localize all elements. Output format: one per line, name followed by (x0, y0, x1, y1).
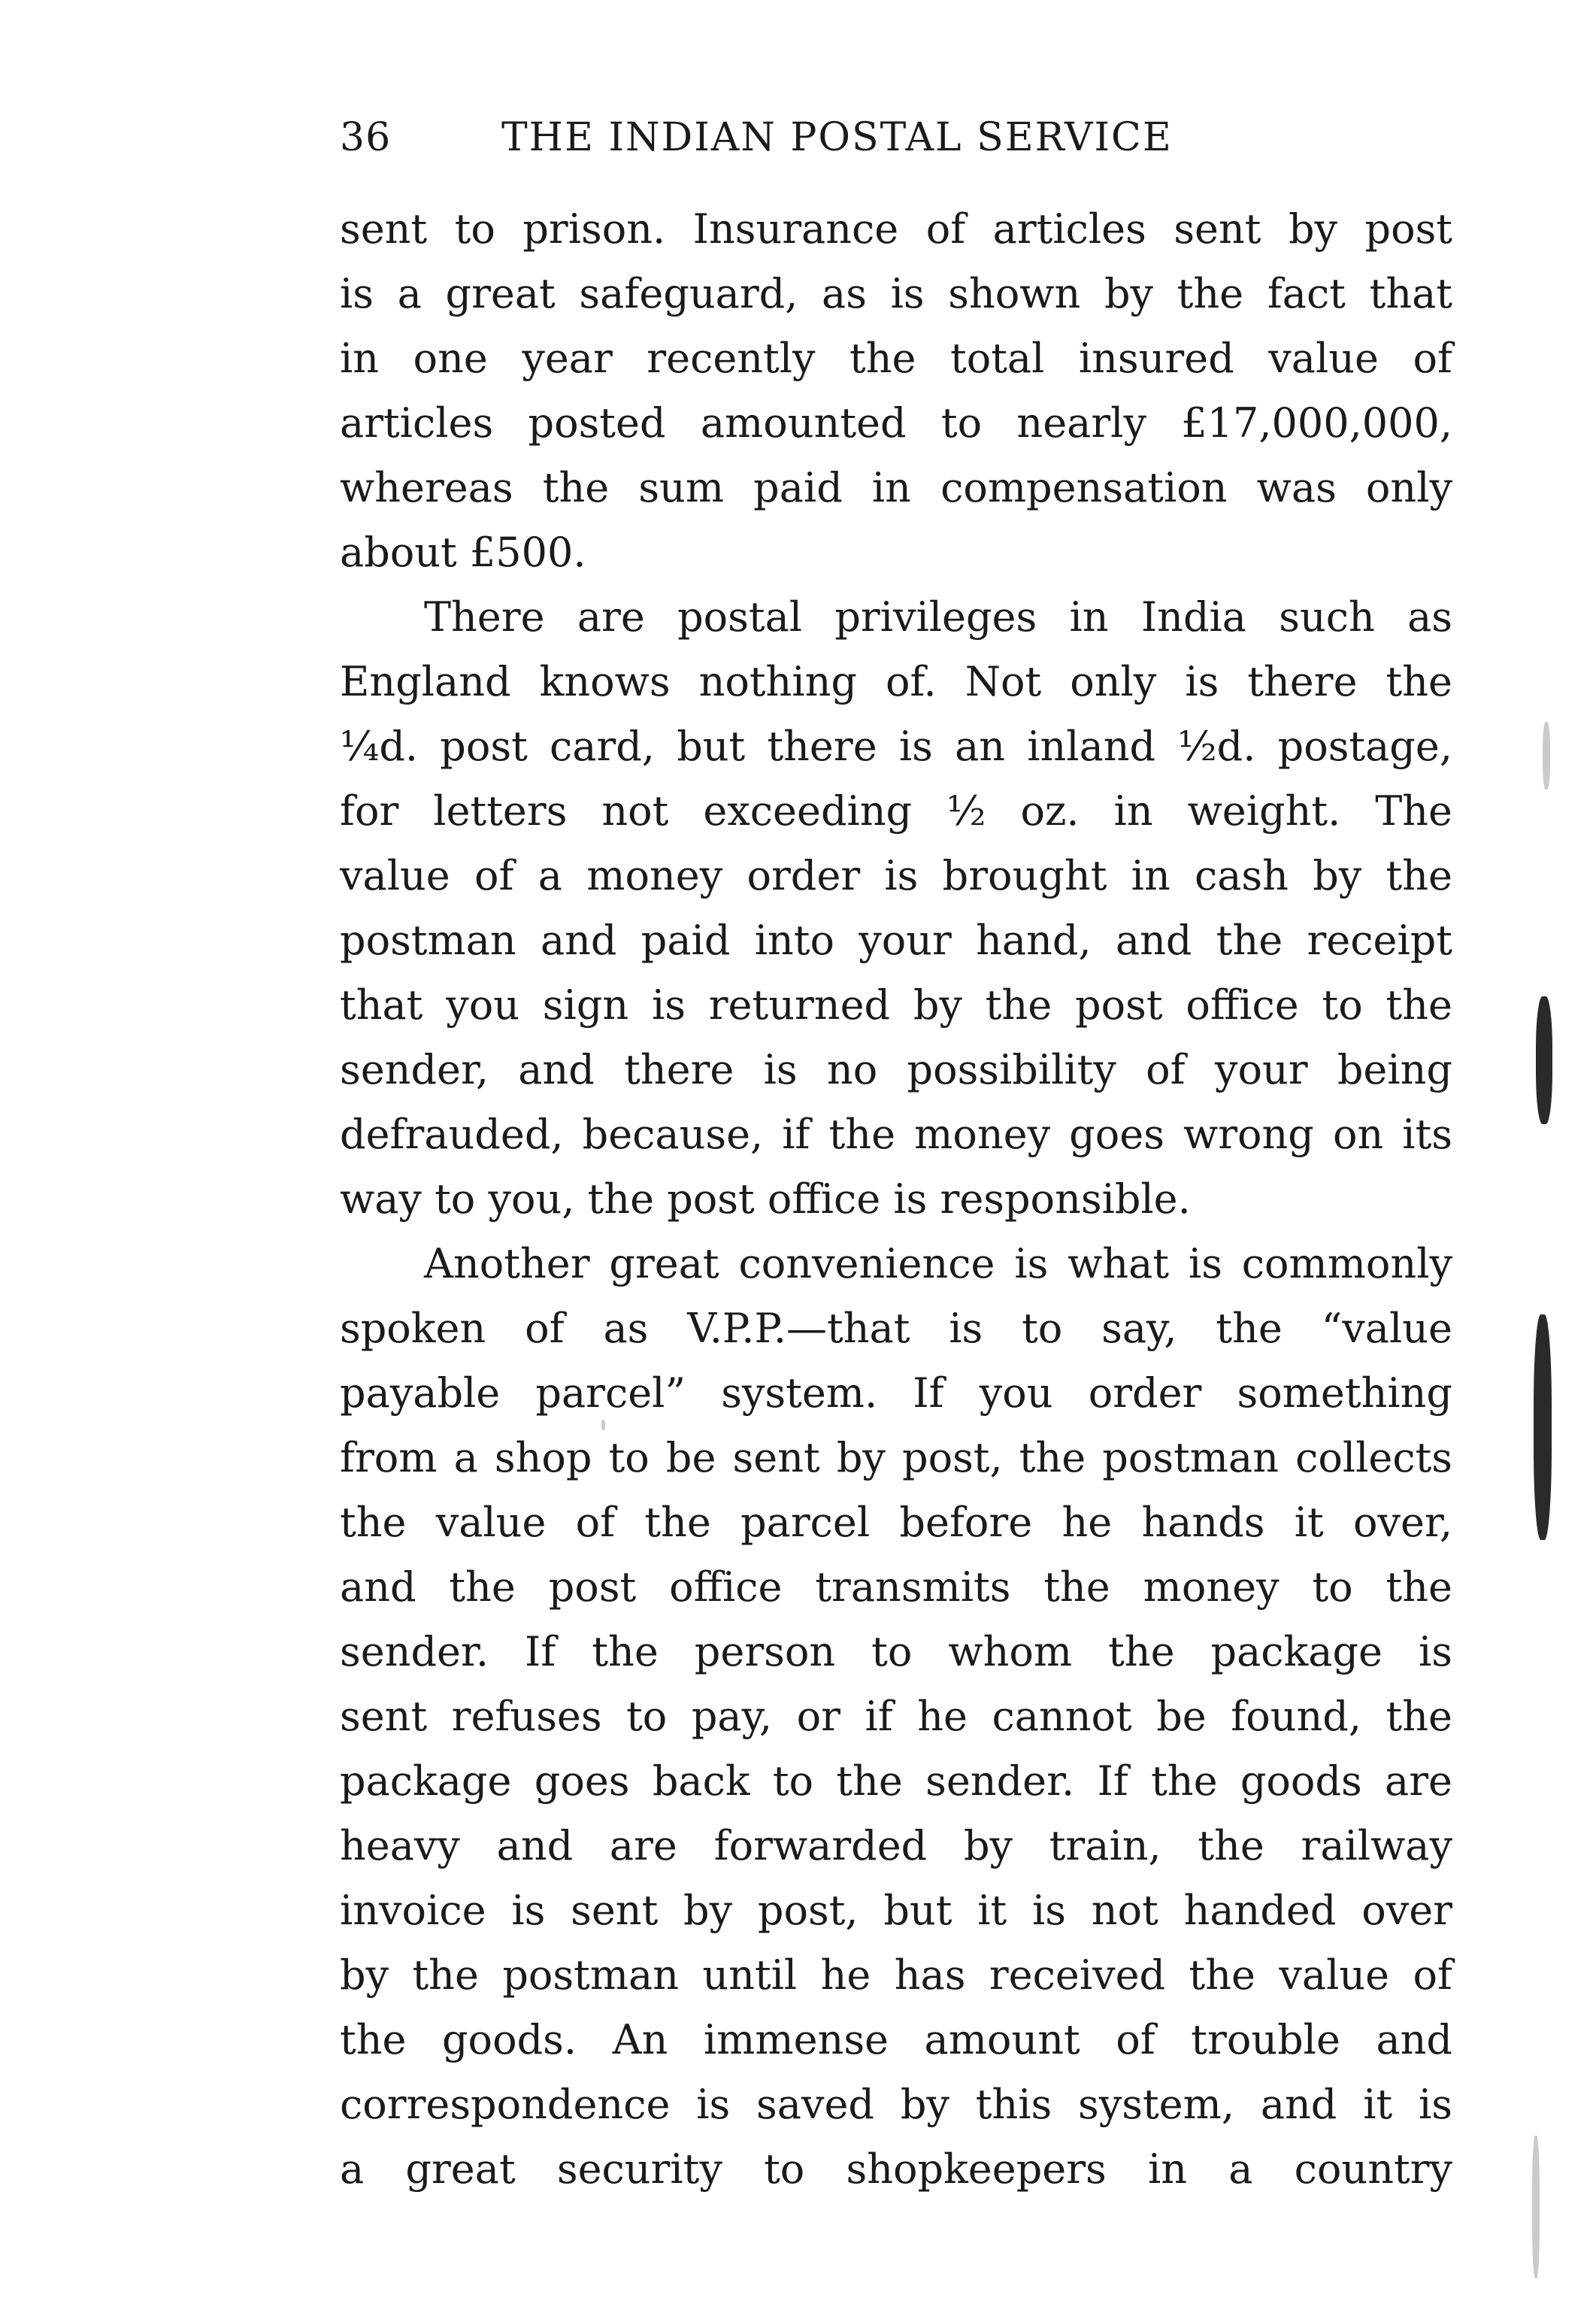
text-line: by the postman until he has received the value of (340, 1951, 1452, 1999)
text-line: the goods. An immense amount of trouble and (340, 2016, 1452, 2063)
text-line: ¼d. post card, but there is an inland ½d. postage, (340, 723, 1452, 770)
text-line: sent refuses to pay, or if he cannot be found, the (340, 1693, 1452, 1740)
text-line: spoken of as V.P.P.—that is to say, the “value (340, 1305, 1452, 1352)
text-line: postman and paid into your hand, and the receipt (340, 917, 1452, 964)
scan-mark (1534, 1314, 1552, 1540)
text-line: is a great safeguard, as is shown by the fact that (340, 270, 1452, 317)
text-line: a great security to shopkeepers in a country (340, 2145, 1452, 2193)
text-line: payable parcel” system. If you order something (340, 1369, 1452, 1417)
text-line: for letters not exceeding ½ oz. in weight. The (340, 787, 1452, 835)
text-line: sent to prison. Insurance of articles sent by post (340, 205, 1452, 253)
text-line: and the post office transmits the money to the (340, 1563, 1452, 1611)
text-line: from a shop to be sent by post, the postman collects (340, 1434, 1452, 1481)
text-line: heavy and are forwarded by train, the railway (340, 1822, 1452, 1869)
text-line: in one year recently the total insured value of (340, 335, 1452, 382)
running-title: THE INDIAN POSTAL SERVICE (501, 115, 1173, 160)
scan-mark (1543, 722, 1550, 790)
text-line: defrauded, because, if the money goes wrong on its (340, 1111, 1452, 1158)
paragraph-first-line: Another great convenience is what is commonly (424, 1240, 1452, 1287)
text-line: sender, and there is no possibility of your being (340, 1046, 1452, 1093)
text-line: that you sign is returned by the post office to the (340, 981, 1452, 1029)
text-line: whereas the sum paid in compensation was only (340, 464, 1452, 511)
text-line: about £500. (340, 529, 586, 576)
text-line: invoice is sent by post, but it is not handed over (340, 1887, 1452, 1934)
scan-mark (1536, 996, 1552, 1124)
running-head (340, 111, 1452, 164)
page-number: 36 (340, 115, 392, 160)
text-line: value of a money order is brought in cash by the (340, 852, 1452, 899)
text-line: the value of the parcel before he hands it over, (340, 1499, 1452, 1546)
scan-mark (1532, 2136, 1540, 2278)
text-line: sender. If the person to whom the package is (340, 1628, 1452, 1675)
paragraph-first-line: There are postal privileges in India such as (424, 593, 1452, 641)
text-line: correspondence is saved by this system, and it is (340, 2081, 1452, 2128)
text-line: package goes back to the sender. If the goods are (340, 1757, 1452, 1805)
scan-mark (601, 1420, 605, 1430)
text-line: articles posted amounted to nearly £17,000,000, (340, 399, 1452, 447)
text-line: way to you, the post office is responsible. (340, 1175, 1191, 1223)
text-line: England knows nothing of. Not only is there the (340, 658, 1452, 705)
body-text (340, 197, 1452, 2202)
